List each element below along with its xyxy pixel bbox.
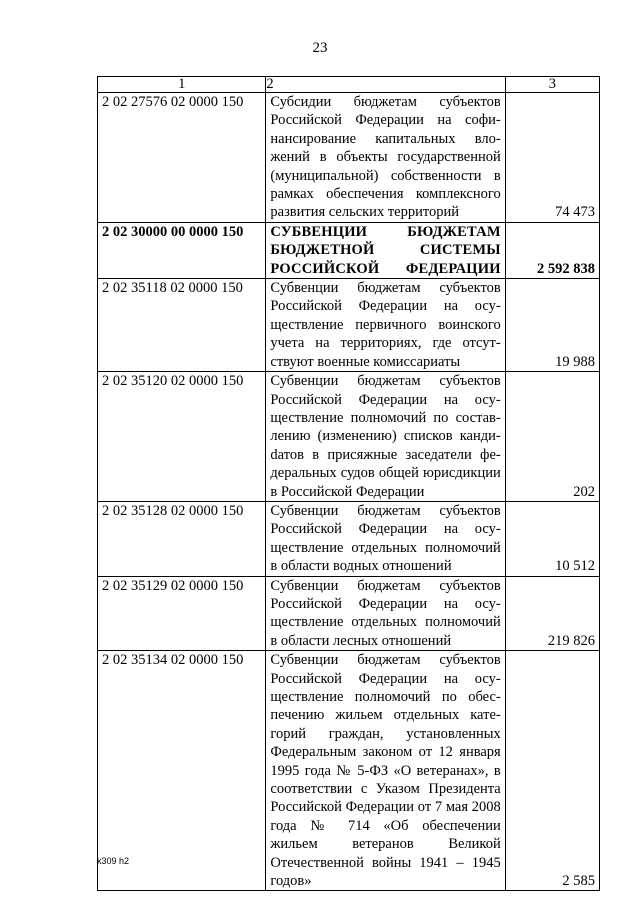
table-row (98, 93, 600, 223)
row-amount: 202 (505, 372, 599, 502)
row-amount: 74 473 (505, 93, 599, 223)
row-code: 2 02 35134 02 0000 150 (98, 651, 266, 891)
row-description: Субсидии бюджетам субъектов Российской Федерации на софинансирование капитальных вложений в объекты государственной (муниципальной) собственности в рамках обеспечения комплексного развития сельских территорий (266, 93, 505, 223)
table-header-row (98, 77, 600, 93)
row-amount: 19 988 (505, 279, 599, 372)
row-description: СУБВЕНЦИИ БЮДЖЕТАМ БЮДЖЕТНОЙ СИСТЕМЫ РОССИЙСКОЙ ФЕДЕРАЦИИ (266, 222, 505, 278)
table-row (98, 372, 600, 502)
budget-table (97, 76, 600, 891)
row-code: 2 02 35118 02 0000 150 (98, 279, 266, 372)
row-description: Субвенции бюджетам субъектов Российской Федерации на осуществление отдельных полномочий в области водных отношений (266, 501, 505, 576)
document-footer-code: k309 h2 (97, 856, 130, 866)
row-amount: 2 585 (505, 651, 599, 891)
page-number: 23 (312, 40, 328, 56)
header-col-1: 1 (98, 77, 266, 93)
row-description: Субвенции бюджетам субъектов Российской Федерации на осуществление полномочий по составлению (изменению) списков кандиdатов в присяжные заседатели федеральных судов общей юрисдикции в Российской Федерации (266, 372, 505, 502)
row-code: 2 02 35128 02 0000 150 (98, 501, 266, 576)
row-code: 2 02 30000 00 0000 150 (98, 222, 266, 278)
row-code: 2 02 27576 02 0000 150 (98, 93, 266, 223)
table-row (98, 501, 600, 576)
row-amount: 2 592 838 (505, 222, 599, 278)
table-row (98, 576, 600, 651)
header-col-2: 2 (266, 77, 505, 93)
table-row (98, 651, 600, 891)
row-description: Субвенции бюджетам субъектов Российской Федерации на осуществление отдельных полномочий в области лесных отношений (266, 576, 505, 651)
row-amount: 10 512 (505, 501, 599, 576)
table-row (98, 279, 600, 372)
row-description: Субвенции бюджетам субъектов Российской Федерации на осуществление первичного воинского учета на территориях, где отсутствуют военные комиссариаты (266, 279, 505, 372)
row-code: 2 02 35129 02 0000 150 (98, 576, 266, 651)
row-amount: 219 826 (505, 576, 599, 651)
header-col-3: 3 (505, 77, 599, 93)
table-row-section-total (98, 222, 600, 278)
row-code: 2 02 35120 02 0000 150 (98, 372, 266, 502)
row-description: Субвенции бюджетам субъектов Российской Федерации на осуществление полномочий по обеспечению жильем отдельных категорий граждан, установленных Федеральным законом от 12 января 1995 года № 5-ФЗ «О ветеранах», в соответствии с Указом Президента Российской Федерации от 7 мая 2008 года № 714 «Об обеспечении жильем ветеранов Великой Отечественной войны 1941 – 1945 годов» (266, 651, 505, 891)
